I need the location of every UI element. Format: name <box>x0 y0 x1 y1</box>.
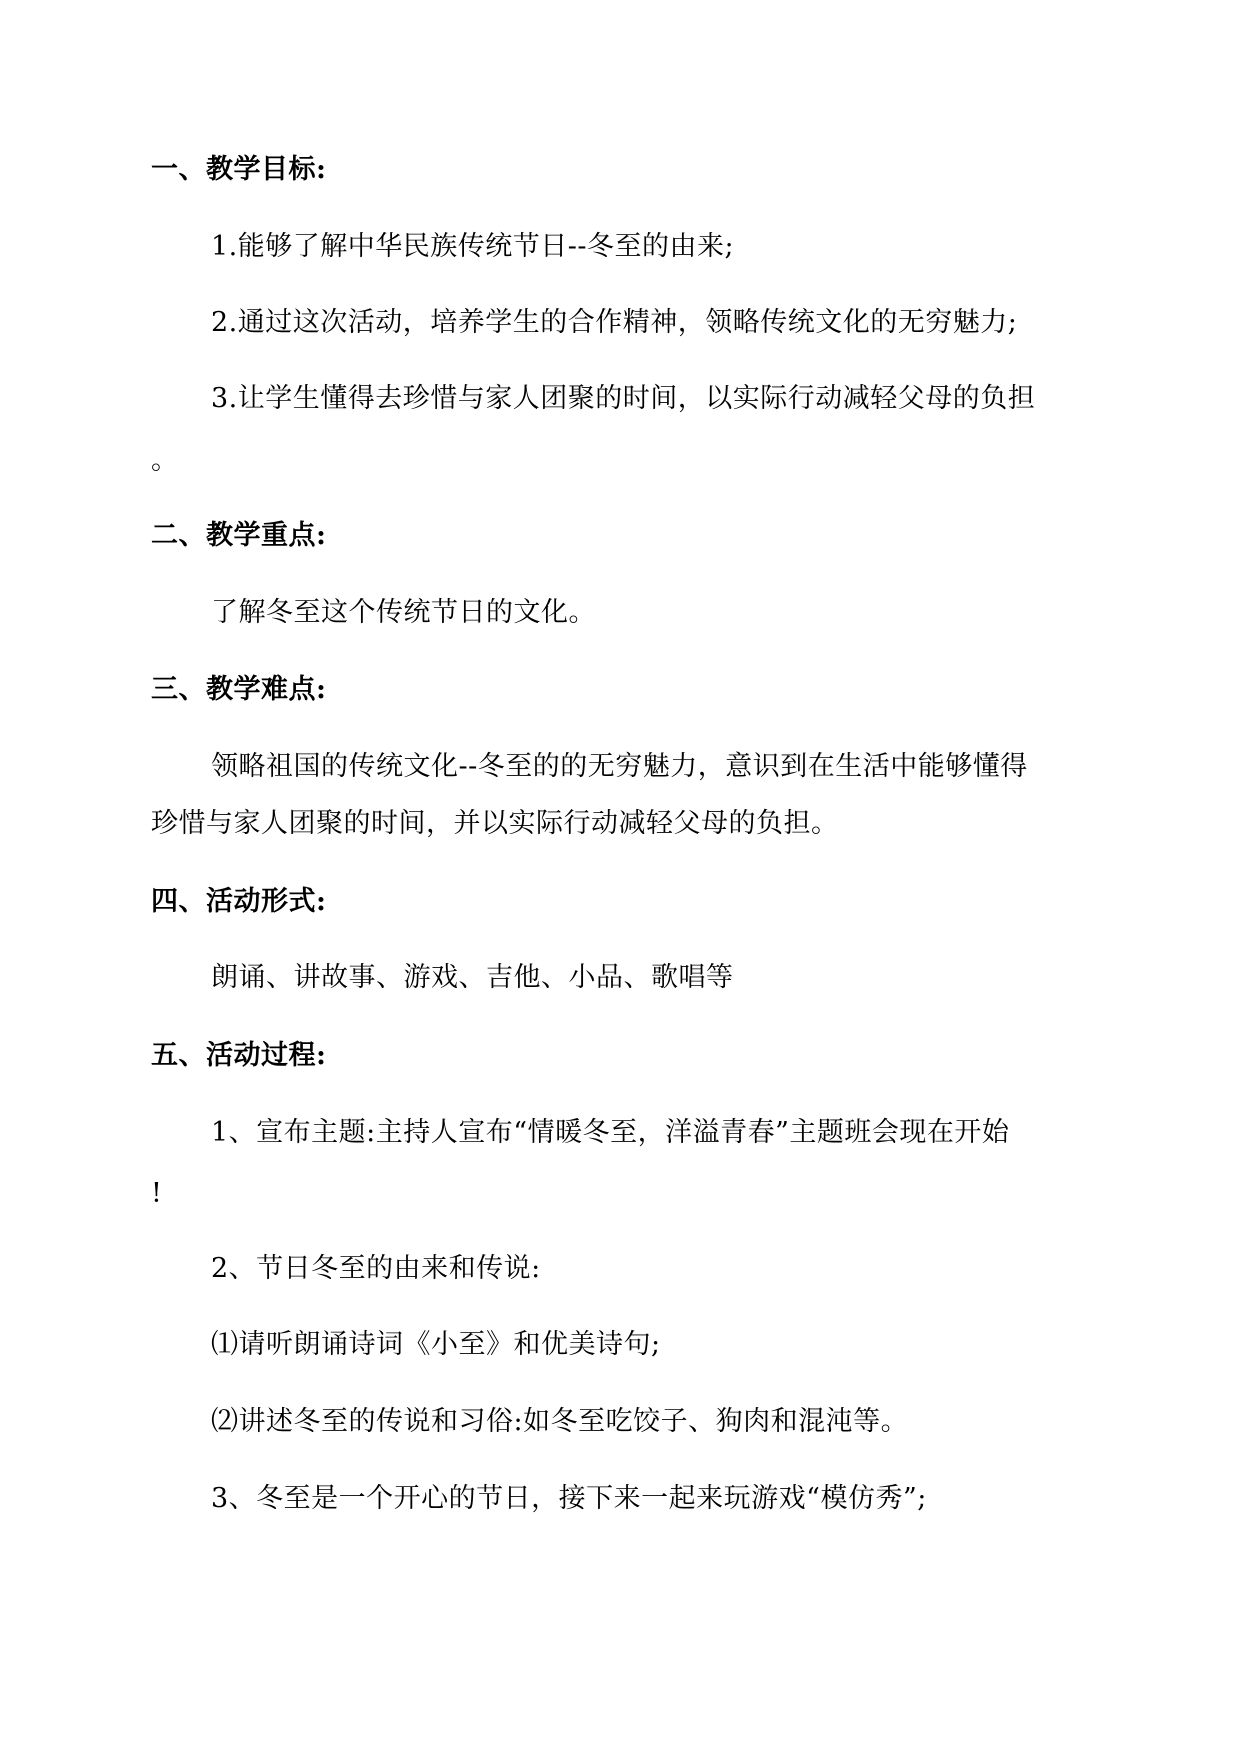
objective-item-1: 1.能够了解中华民族传统节日--冬至的由来; <box>211 231 735 262</box>
section-heading-difficulties: 三、教学难点: <box>151 674 327 705</box>
section-heading-objectives: 一、教学目标: <box>151 154 327 185</box>
difficulties-text-line-2: 珍惜与家人团聚的时间，并以实际行动减轻父母的负担。 <box>151 808 839 839</box>
difficulties-text-line-1: 领略祖国的传统文化--冬至的的无穷魅力，意识到在生活中能够懂得 <box>211 751 1028 782</box>
objective-item-3-continuation: 。 <box>151 445 179 476</box>
process-step-2-sub-2: ⑵讲述冬至的传说和习俗:如冬至吃饺子、狗肉和混沌等。 <box>211 1406 909 1437</box>
process-step-1-continuation: ! <box>151 1178 163 1209</box>
objective-item-2: 2.通过这次活动，培养学生的合作精神，领略传统文化的无穷魅力; <box>211 307 1018 338</box>
section-heading-activity-forms: 四、活动形式: <box>151 886 327 917</box>
section-heading-activity-process: 五、活动过程: <box>151 1040 327 1071</box>
section-heading-key-points: 二、教学重点: <box>151 520 327 551</box>
objective-item-3: 3.让学生懂得去珍惜与家人团聚的时间，以实际行动减轻父母的负担 <box>211 383 1036 414</box>
activity-forms-text: 朗诵、讲故事、游戏、吉他、小品、歌唱等 <box>211 962 734 993</box>
process-step-2-sub-1: ⑴请听朗诵诗词《小至》和优美诗句; <box>211 1329 661 1360</box>
process-step-2: 2、节日冬至的由来和传说: <box>211 1253 541 1284</box>
process-step-1: 1、宣布主题:主持人宣布“情暖冬至，洋溢青春”主题班会现在开始 <box>211 1117 1010 1148</box>
process-step-3: 3、冬至是一个开心的节日，接下来一起来玩游戏“模仿秀”; <box>211 1483 927 1514</box>
key-points-text: 了解冬至这个传统节日的文化。 <box>211 597 596 628</box>
